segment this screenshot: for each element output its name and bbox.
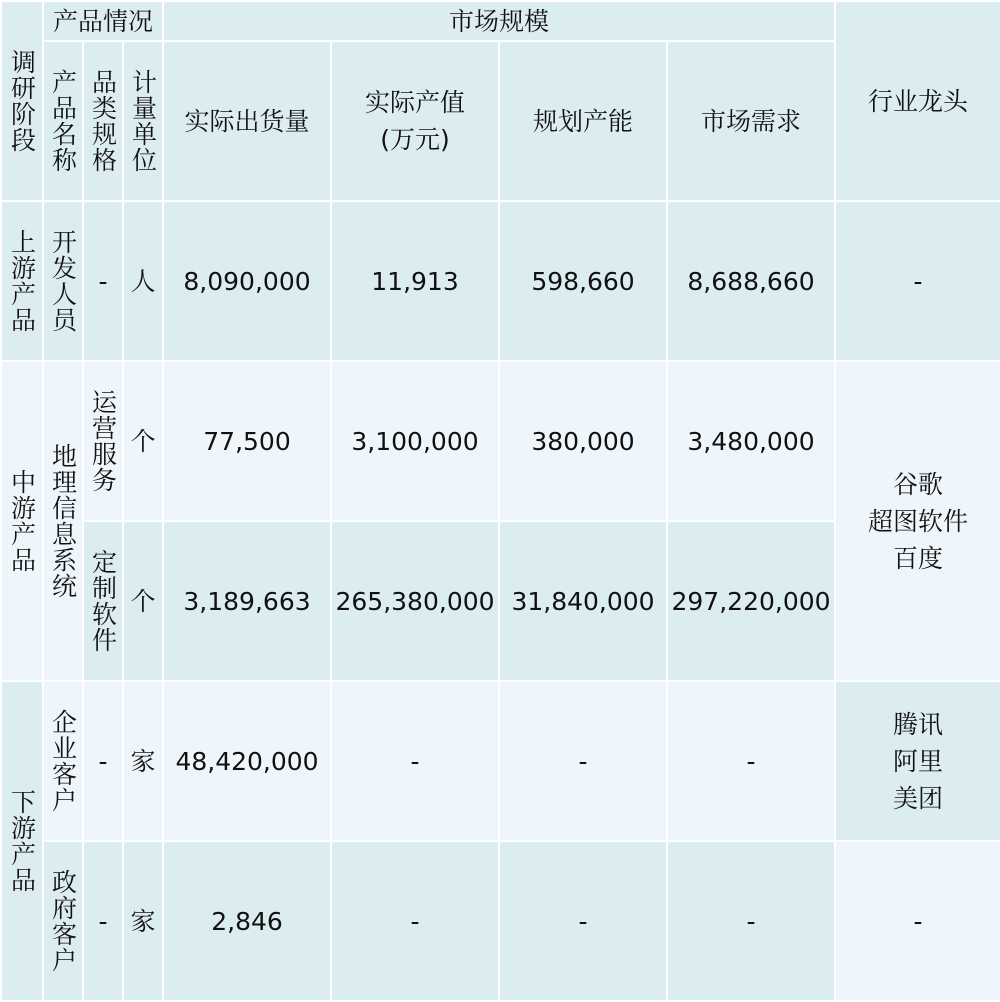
unit: 家 bbox=[123, 681, 163, 841]
stage-downstream: 下游产品 bbox=[1, 681, 43, 1001]
product-name-enterprise: 企业客户 bbox=[43, 681, 83, 841]
actual-shipment: 2,846 bbox=[163, 841, 331, 1001]
category-spec: 定制软件 bbox=[83, 521, 123, 681]
leader-name: 阿里 bbox=[893, 746, 944, 776]
market-demand: 8,688,660 bbox=[667, 201, 835, 361]
actual-output: 265,380,000 bbox=[331, 521, 499, 681]
header-stage: 调研阶段 bbox=[1, 1, 43, 201]
leader-name: 腾讯 bbox=[893, 709, 944, 739]
table-row bbox=[1, 361, 1000, 521]
table-row bbox=[1, 201, 1000, 361]
actual-shipment: 8,090,000 bbox=[163, 201, 331, 361]
market-demand: 3,480,000 bbox=[667, 361, 835, 521]
actual-shipment: 48,420,000 bbox=[163, 681, 331, 841]
table-row bbox=[1, 681, 1000, 841]
leader-name: 百度 bbox=[893, 543, 944, 573]
header-product-info: 产品情况 bbox=[43, 1, 163, 41]
actual-output: - bbox=[331, 681, 499, 841]
unit: 个 bbox=[123, 521, 163, 681]
unit: 个 bbox=[123, 361, 163, 521]
industry-leader: - bbox=[835, 201, 1000, 361]
product-name-developers: 开发人员 bbox=[43, 201, 83, 361]
unit: 家 bbox=[123, 841, 163, 1001]
planned-capacity: 31,840,000 bbox=[499, 521, 667, 681]
stage-midstream: 中游产品 bbox=[1, 361, 43, 681]
leader-name: 美团 bbox=[893, 783, 944, 813]
header-market-demand: 市场需求 bbox=[667, 41, 835, 201]
header-industry-leader: 行业龙头 bbox=[835, 1, 1000, 201]
market-demand: 297,220,000 bbox=[667, 521, 835, 681]
header-planned-capacity: 规划产能 bbox=[499, 41, 667, 201]
header-actual-output bbox=[331, 41, 499, 201]
header-actual-shipment: 实际出货量 bbox=[163, 41, 331, 201]
category-spec: - bbox=[83, 841, 123, 1001]
stage-upstream: 上游产品 bbox=[1, 201, 43, 361]
actual-output: 3,100,000 bbox=[331, 361, 499, 521]
leader-name: 超图软件 bbox=[868, 506, 969, 536]
header-actual-output-line2: (万元) bbox=[380, 125, 450, 154]
product-name-government: 政府客户 bbox=[43, 841, 83, 1001]
actual-shipment: 3,189,663 bbox=[163, 521, 331, 681]
planned-capacity: 380,000 bbox=[499, 361, 667, 521]
market-demand: - bbox=[667, 681, 835, 841]
header-product-name: 产品名称 bbox=[43, 41, 83, 201]
unit: 人 bbox=[123, 201, 163, 361]
planned-capacity: - bbox=[499, 681, 667, 841]
industry-leader bbox=[835, 681, 1000, 841]
planned-capacity: - bbox=[499, 841, 667, 1001]
actual-shipment: 77,500 bbox=[163, 361, 331, 521]
header-unit: 计量单位 bbox=[123, 41, 163, 201]
table-row bbox=[1, 841, 1000, 1001]
product-name-gis: 地理信息系统 bbox=[43, 361, 83, 681]
actual-output: - bbox=[331, 841, 499, 1001]
header-category-spec: 品类规格 bbox=[83, 41, 123, 201]
header-market-scale: 市场规模 bbox=[163, 1, 835, 41]
header-actual-output-line1: 实际产值 bbox=[365, 88, 466, 117]
category-spec: - bbox=[83, 201, 123, 361]
industry-leader: - bbox=[835, 841, 1000, 1001]
category-spec: - bbox=[83, 681, 123, 841]
category-spec: 运营服务 bbox=[83, 361, 123, 521]
planned-capacity: 598,660 bbox=[499, 201, 667, 361]
market-demand: - bbox=[667, 841, 835, 1001]
actual-output: 11,913 bbox=[331, 201, 499, 361]
leader-name: 谷歌 bbox=[893, 469, 944, 499]
industry-leader bbox=[835, 361, 1000, 681]
